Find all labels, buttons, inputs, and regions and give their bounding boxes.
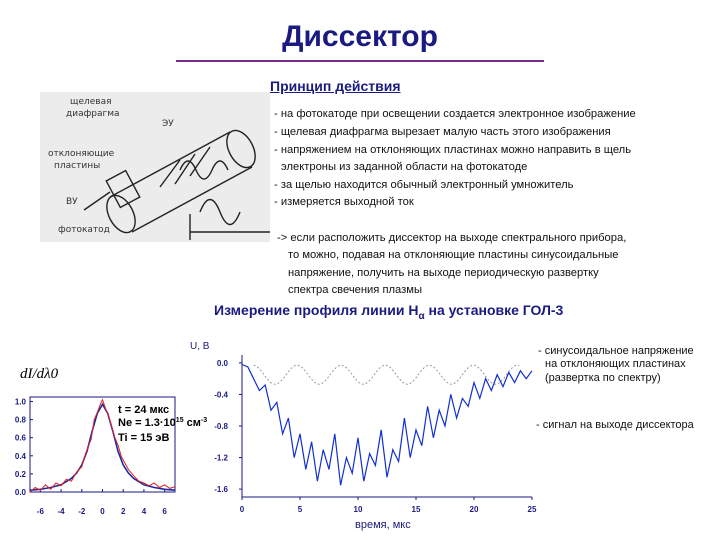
- bullet-2: - щелевая диафрагма вырезает малую часть этого изображения: [274, 126, 611, 138]
- label-slit: щелевая: [70, 97, 112, 107]
- profile-xtick-label: 6: [162, 507, 167, 516]
- label-vu: ВУ: [66, 197, 78, 207]
- signal-xtick-label: 5: [297, 505, 303, 514]
- profile-xtick-label: 0: [100, 507, 105, 516]
- signal-ticks: [214, 359, 537, 514]
- profile-xtick-label: 4: [141, 507, 147, 516]
- measurement-suffix: на установке ГОЛ-3: [424, 302, 564, 318]
- profile-ytick-label: 0.4: [14, 451, 26, 461]
- bullet-4: - за щелью находится обычный электронный умножитель: [274, 179, 574, 191]
- signal-ytick-label: -0.4: [214, 390, 228, 400]
- annotation-temperature: Ti = 15 эВ: [118, 432, 170, 444]
- principle-heading: Принцип действия: [270, 78, 401, 94]
- profile-xtick-label: -2: [78, 507, 86, 516]
- label-plates: пластины: [54, 161, 101, 171]
- signal-ytick-label: 0.0: [216, 358, 228, 368]
- conclusion-line-4: спектра свечения плазмы: [288, 284, 423, 296]
- conclusion-line-1: -> если расположить диссектор на выходе спектрального прибора,: [277, 232, 627, 244]
- signal-xtick-label: 20: [469, 505, 479, 514]
- profile-ytick-label: 0.2: [14, 469, 26, 479]
- conclusion-line-3: напряжение, получить на выходе периодическую развертку: [288, 267, 599, 279]
- bullet-1: - на фотокатоде при освещении создается электронное изображение: [274, 108, 636, 120]
- signal-axes: [239, 355, 532, 500]
- title-divider: [176, 60, 544, 62]
- signal-sine-line: [254, 365, 520, 384]
- signal-output-line: [242, 365, 532, 486]
- annotation-time: t = 24 мкс: [118, 404, 170, 416]
- signal-xlabel: время, мкс: [355, 519, 411, 531]
- label-eu: ЭУ: [162, 119, 174, 129]
- signal-note: - сигнал на выходе диссектора: [536, 419, 694, 431]
- label-photocathode: фотокатод: [58, 225, 110, 235]
- sine-note-1: - синусоидальное напряжение: [538, 345, 694, 357]
- conclusion-line-2: то можно, подавая на отклоняющие пластины синусоидальные: [288, 249, 619, 261]
- signal-ytick-label: -0.8: [214, 422, 228, 431]
- signal-xtick-label: 0: [239, 505, 245, 514]
- profile-xtick-label: -6: [36, 507, 44, 516]
- bullet-3: - напряжением на отклоняющих пластинах можно направить в щель: [274, 144, 632, 156]
- signal-ytick-label: -1.6: [214, 485, 228, 495]
- annotation-density-exp: 15: [175, 417, 184, 424]
- profile-xtick-label: -4: [57, 507, 65, 516]
- profile-ytick-label: 0.6: [14, 433, 26, 443]
- profile-ytick-label: 1.0: [14, 397, 26, 407]
- signal-xtick-label: 15: [411, 505, 421, 514]
- annotation-density-unit: см: [183, 417, 201, 429]
- signal-xtick-label: 25: [527, 505, 537, 514]
- sine-note-3: (развертка по спектру): [545, 372, 661, 384]
- measurement-prefix: Измерение профиля линии H: [214, 302, 419, 318]
- sine-note-2: на отклоняющих пластинах: [545, 358, 686, 370]
- bullet-5: - измеряется выходной ток: [274, 196, 414, 208]
- signal-chart: [180, 335, 540, 535]
- signal-ytick-label: -1.2: [214, 453, 228, 463]
- dissector-diagram: [40, 92, 270, 242]
- profile-ylabel: dI/dλ0: [20, 366, 59, 382]
- annotation-density-unit-exp: -3: [200, 417, 208, 424]
- label-diaphragm: диафрагма: [66, 109, 120, 119]
- profile-ytick-label: 0.8: [14, 415, 26, 425]
- signal-ylabel: U, B: [190, 341, 210, 352]
- signal-series: [242, 365, 532, 486]
- page-title: Диссектор: [282, 20, 438, 53]
- annotation-density-base: Ne = 1.3·10: [118, 417, 176, 429]
- profile-xtick-label: 2: [120, 507, 126, 516]
- profile-ytick-label: 0.0: [14, 488, 26, 497]
- measurement-subscript: α: [418, 310, 425, 322]
- measurement-heading: [214, 302, 563, 322]
- signal-xtick-label: 10: [353, 505, 363, 514]
- label-deflecting: отклоняющие: [48, 149, 115, 159]
- bullet-3-continuation: электроны из заданной области на фотокатоде: [281, 161, 528, 173]
